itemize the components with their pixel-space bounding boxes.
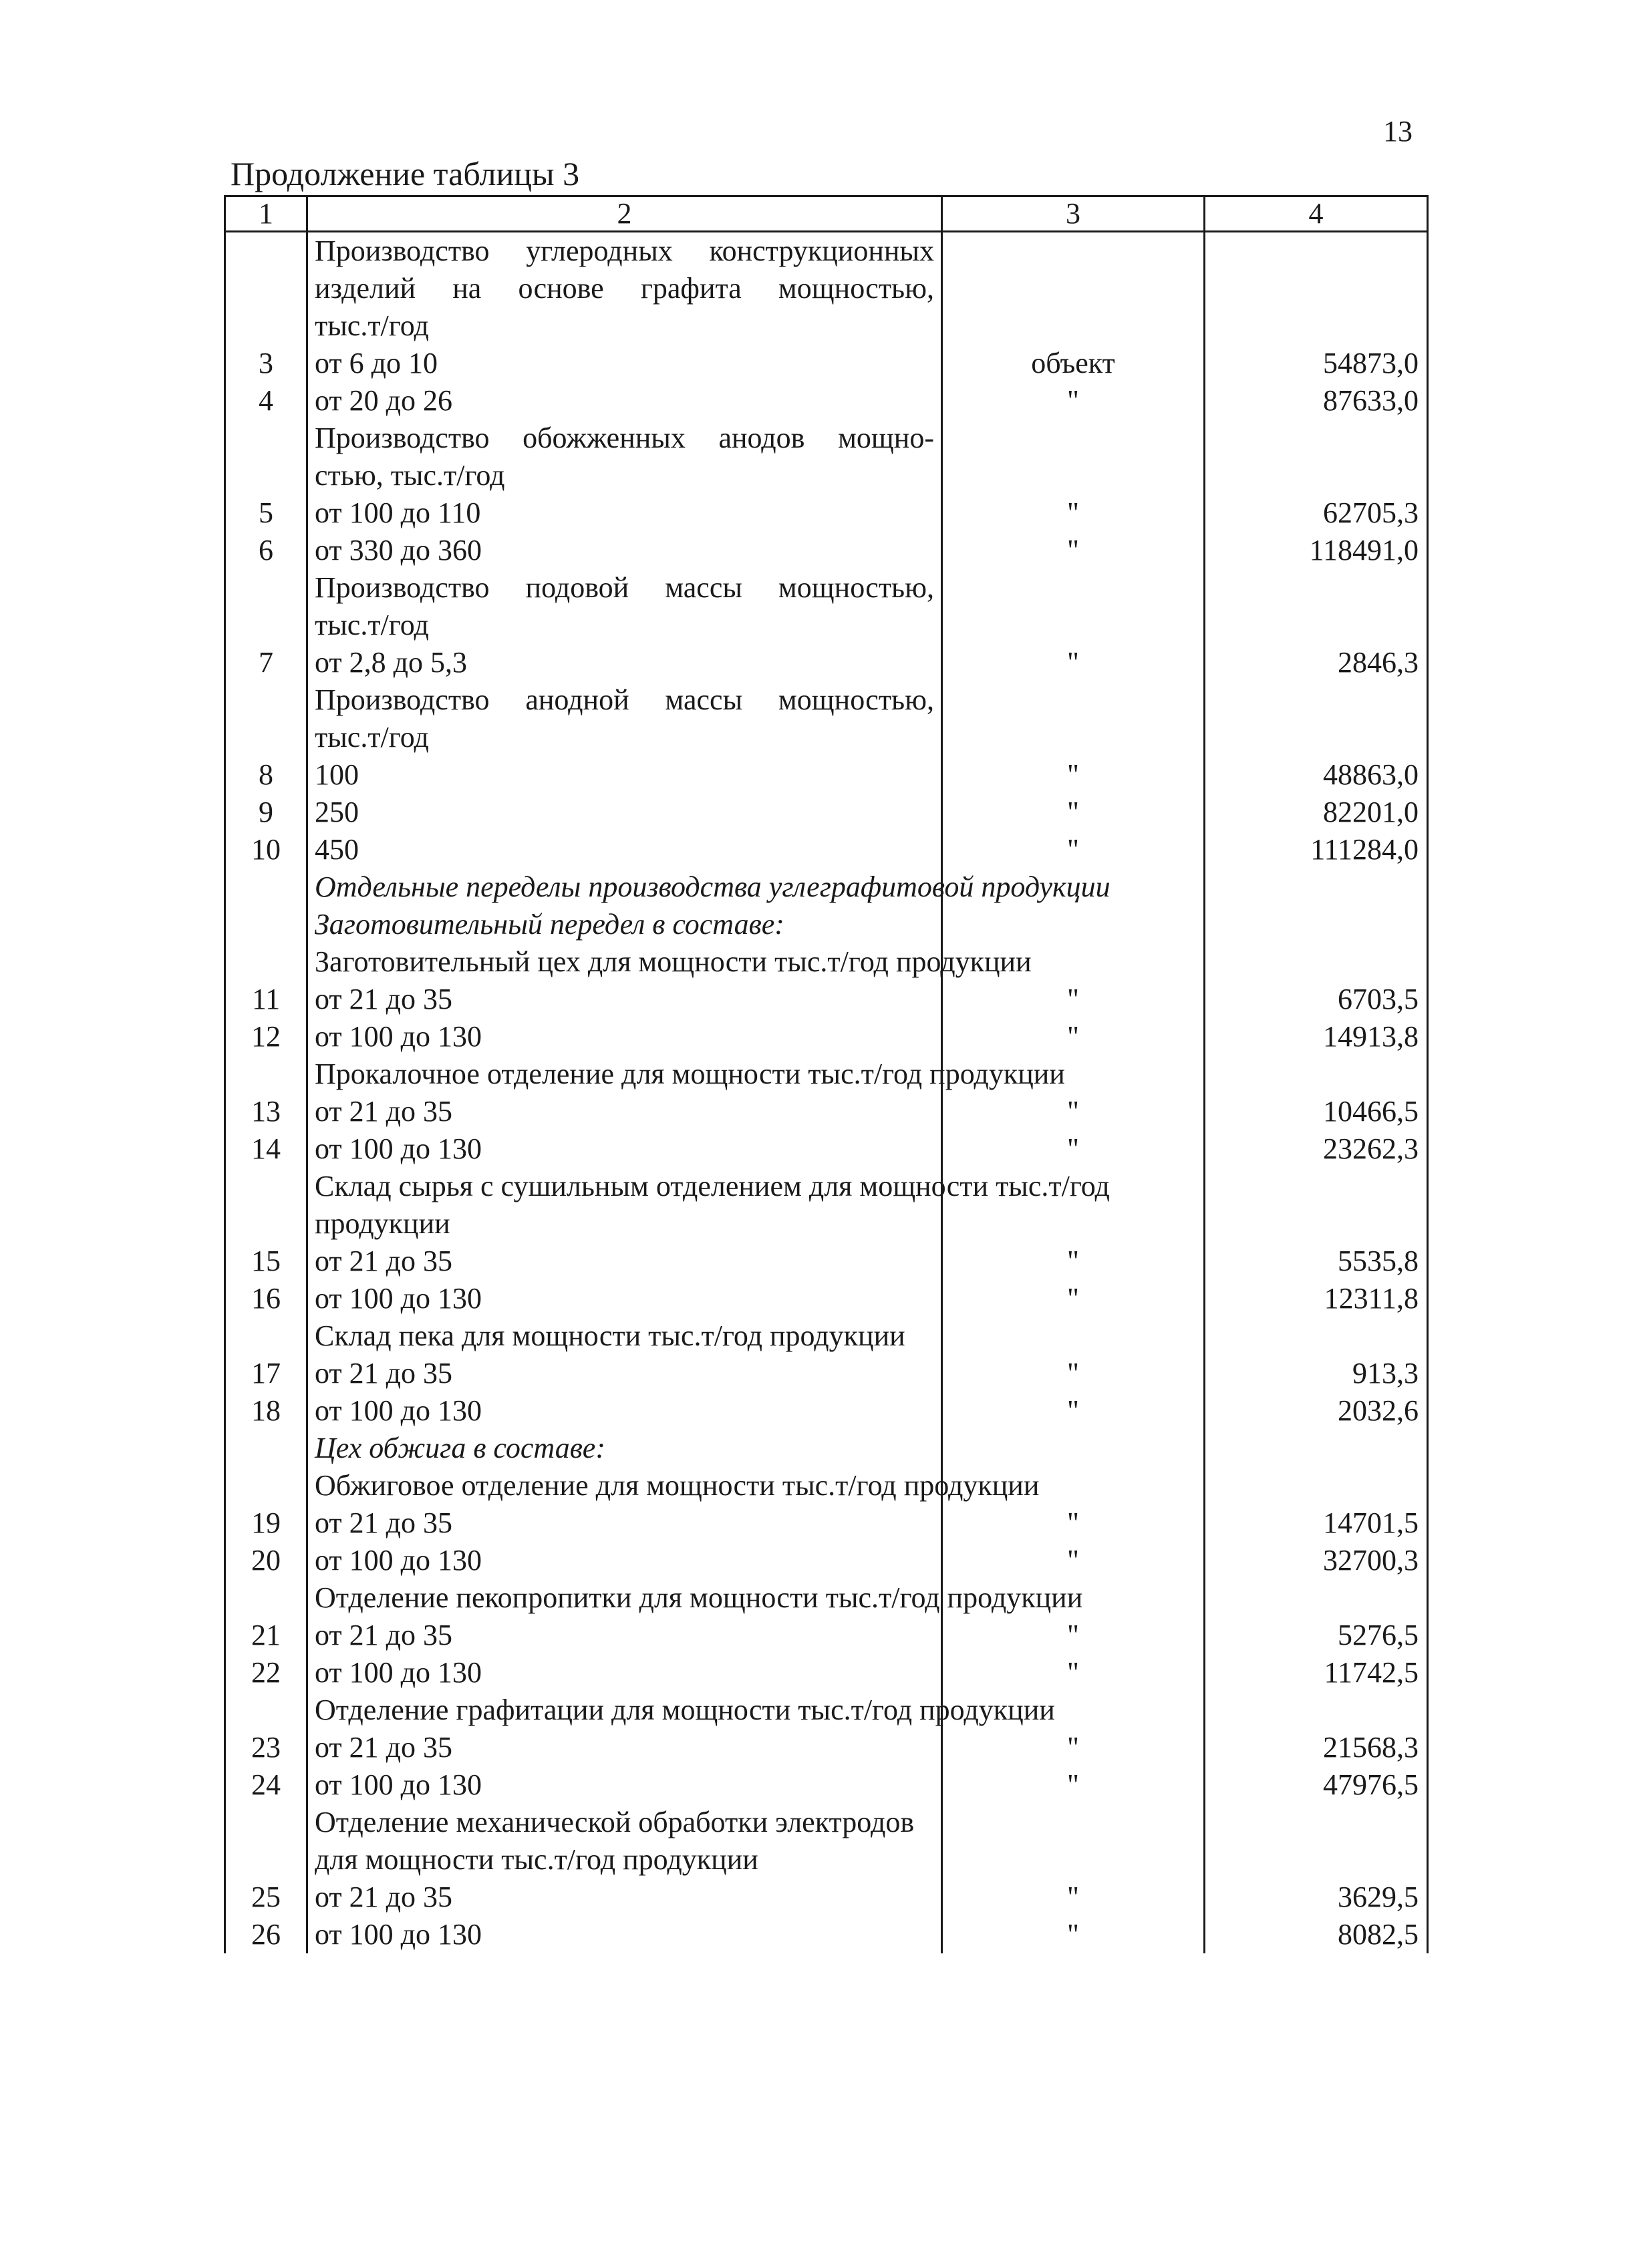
description-cell: от 21 до 35	[307, 1093, 942, 1130]
column-header-3: 3	[942, 196, 1205, 232]
description-cell: от 100 до 130	[307, 1766, 942, 1804]
description-cell: Склад пека для мощности тыс.т/год продукции	[307, 1317, 942, 1355]
description-cell: от 330 до 360	[307, 532, 942, 569]
price-cell: 47976,5	[1205, 1766, 1428, 1804]
unit-cell: "	[942, 1392, 1205, 1430]
price-cell	[1205, 1804, 1428, 1841]
row-number-cell	[225, 607, 307, 644]
unit-cell: "	[942, 981, 1205, 1018]
unit-cell: "	[942, 756, 1205, 794]
table-row	[225, 1504, 1428, 1542]
description-cell: Производство обожженных анодов мощно-	[307, 420, 942, 457]
description-cell: от 6 до 10	[307, 345, 942, 382]
row-number-cell	[225, 719, 307, 756]
price-cell	[1205, 1317, 1428, 1355]
price-cell	[1205, 270, 1428, 307]
row-number-cell	[225, 1579, 307, 1617]
table-row	[225, 1355, 1428, 1392]
unit-cell	[942, 906, 1205, 943]
unit-cell	[942, 1430, 1205, 1467]
row-number-cell: 25	[225, 1879, 307, 1916]
row-number-cell: 7	[225, 644, 307, 681]
description-cell: Производство подовой массы мощностью,	[307, 569, 942, 607]
price-cell: 62705,3	[1205, 494, 1428, 532]
unit-cell: "	[942, 382, 1205, 420]
price-cell	[1205, 1205, 1428, 1243]
table-row	[225, 532, 1428, 569]
table-row	[225, 1766, 1428, 1804]
row-number-cell: 13	[225, 1093, 307, 1130]
row-number-cell: 19	[225, 1504, 307, 1542]
row-number-cell: 12	[225, 1018, 307, 1056]
column-header-1: 1	[225, 196, 307, 232]
price-cell: 5535,8	[1205, 1243, 1428, 1280]
row-number-cell: 18	[225, 1392, 307, 1430]
unit-cell: "	[942, 1280, 1205, 1317]
row-number-cell	[225, 270, 307, 307]
unit-cell: "	[942, 1243, 1205, 1280]
price-cell	[1205, 1430, 1428, 1467]
row-number-cell: 9	[225, 794, 307, 831]
unit-cell	[942, 1205, 1205, 1243]
table-row	[225, 382, 1428, 420]
row-number-cell: 10	[225, 831, 307, 868]
row-number-cell: 14	[225, 1130, 307, 1168]
unit-cell: "	[942, 1729, 1205, 1766]
table-row	[225, 1317, 1428, 1355]
description-cell: от 21 до 35	[307, 1243, 942, 1280]
row-number-cell	[225, 1168, 307, 1205]
table-row	[225, 1804, 1428, 1841]
price-cell: 6703,5	[1205, 981, 1428, 1018]
price-cell: 23262,3	[1205, 1130, 1428, 1168]
price-cell: 8082,5	[1205, 1916, 1428, 1953]
price-cell: 111284,0	[1205, 831, 1428, 868]
row-number-cell	[225, 1691, 307, 1729]
price-cell: 21568,3	[1205, 1729, 1428, 1766]
row-number-cell: 11	[225, 981, 307, 1018]
price-cell: 2032,6	[1205, 1392, 1428, 1430]
price-cell	[1205, 1841, 1428, 1879]
price-cell	[1205, 1056, 1428, 1093]
description-cell: 100	[307, 756, 942, 794]
description-cell: от 100 до 130	[307, 1916, 942, 1953]
price-cell: 14701,5	[1205, 1504, 1428, 1542]
description-cell: стью, тыс.т/год	[307, 457, 942, 494]
price-cell: 48863,0	[1205, 756, 1428, 794]
description-cell: 450	[307, 831, 942, 868]
price-cell	[1205, 1467, 1428, 1504]
row-number-cell: 20	[225, 1542, 307, 1579]
table-row	[225, 607, 1428, 644]
unit-cell: "	[942, 1542, 1205, 1579]
description-cell: тыс.т/год	[307, 607, 942, 644]
description-cell: 250	[307, 794, 942, 831]
unit-cell	[942, 719, 1205, 756]
description-cell: от 100 до 130	[307, 1130, 942, 1168]
row-number-cell: 6	[225, 532, 307, 569]
table-row	[225, 569, 1428, 607]
page-number: 13	[1383, 115, 1413, 148]
price-cell: 12311,8	[1205, 1280, 1428, 1317]
row-number-cell: 15	[225, 1243, 307, 1280]
row-number-cell: 5	[225, 494, 307, 532]
row-number-cell: 24	[225, 1766, 307, 1804]
table-row	[225, 943, 1428, 981]
price-cell	[1205, 420, 1428, 457]
row-number-cell: 22	[225, 1654, 307, 1691]
unit-cell	[942, 607, 1205, 644]
table-row	[225, 1243, 1428, 1280]
table-header-row	[225, 196, 1428, 232]
row-number-cell	[225, 1467, 307, 1504]
table-row	[225, 307, 1428, 345]
table-row	[225, 644, 1428, 681]
unit-cell: объект	[942, 345, 1205, 382]
price-cell	[1205, 906, 1428, 943]
description-cell: от 100 до 130	[307, 1018, 942, 1056]
unit-cell	[942, 232, 1205, 271]
table-row	[225, 457, 1428, 494]
table-row	[225, 494, 1428, 532]
description-cell: от 100 до 130	[307, 1542, 942, 1579]
description-cell: от 21 до 35	[307, 1504, 942, 1542]
description-cell: Склад сырья с сушильным отделением для мощности тыс.т/год	[307, 1168, 942, 1205]
price-cell: 82201,0	[1205, 794, 1428, 831]
price-cell	[1205, 681, 1428, 719]
unit-cell: "	[942, 644, 1205, 681]
table-row	[225, 868, 1428, 906]
unit-cell	[942, 1841, 1205, 1879]
table-row	[225, 981, 1428, 1018]
row-number-cell	[225, 420, 307, 457]
row-number-cell	[225, 307, 307, 345]
price-cell: 2846,3	[1205, 644, 1428, 681]
price-cell: 913,3	[1205, 1355, 1428, 1392]
table-row	[225, 1467, 1428, 1504]
unit-cell: "	[942, 794, 1205, 831]
row-number-cell	[225, 1804, 307, 1841]
table-row	[225, 1392, 1428, 1430]
row-number-cell: 4	[225, 382, 307, 420]
description-cell: Отделение графитации для мощности тыс.т/год продукции	[307, 1691, 942, 1729]
description-cell: от 2,8 до 5,3	[307, 644, 942, 681]
table-row	[225, 1841, 1428, 1879]
price-cell	[1205, 1168, 1428, 1205]
price-cell	[1205, 943, 1428, 981]
description-cell: Производство углеродных конструкционных	[307, 232, 942, 271]
table-row	[225, 1168, 1428, 1205]
unit-cell: "	[942, 1879, 1205, 1916]
price-cell: 32700,3	[1205, 1542, 1428, 1579]
description-cell: Заготовительный цех для мощности тыс.т/год продукции	[307, 943, 942, 981]
row-number-cell: 21	[225, 1617, 307, 1654]
price-cell: 87633,0	[1205, 382, 1428, 420]
table-row	[225, 1018, 1428, 1056]
row-number-cell: 8	[225, 756, 307, 794]
description-cell: для мощности тыс.т/год продукции	[307, 1841, 942, 1879]
row-number-cell	[225, 457, 307, 494]
unit-cell	[942, 681, 1205, 719]
price-cell: 5276,5	[1205, 1617, 1428, 1654]
row-number-cell	[225, 1841, 307, 1879]
row-number-cell	[225, 1430, 307, 1467]
price-cell: 3629,5	[1205, 1879, 1428, 1916]
table-row	[225, 906, 1428, 943]
price-cell: 10466,5	[1205, 1093, 1428, 1130]
price-cell	[1205, 719, 1428, 756]
table-row	[225, 831, 1428, 868]
description-cell: Обжиговое отделение для мощности тыс.т/год продукции	[307, 1467, 942, 1504]
description-cell: от 100 до 130	[307, 1392, 942, 1430]
description-cell: Отделение механической обработки электродов	[307, 1804, 942, 1841]
description-cell: от 21 до 35	[307, 981, 942, 1018]
unit-cell: "	[942, 494, 1205, 532]
price-cell	[1205, 232, 1428, 271]
table-row	[225, 1579, 1428, 1617]
unit-cell: "	[942, 1355, 1205, 1392]
table-row	[225, 1056, 1428, 1093]
description-cell: от 100 до 130	[307, 1654, 942, 1691]
price-cell	[1205, 1691, 1428, 1729]
unit-cell: "	[942, 1766, 1205, 1804]
row-number-cell	[225, 681, 307, 719]
unit-cell	[942, 307, 1205, 345]
row-number-cell	[225, 868, 307, 906]
table-row	[225, 681, 1428, 719]
unit-cell	[942, 420, 1205, 457]
table-row	[225, 1430, 1428, 1467]
description-cell: Отделение пекопропитки для мощности тыс.т/год продукции	[307, 1579, 942, 1617]
unit-cell: "	[942, 532, 1205, 569]
row-number-cell	[225, 232, 307, 271]
row-number-cell: 26	[225, 1916, 307, 1953]
table-row	[225, 232, 1428, 271]
table-row	[225, 794, 1428, 831]
description-cell: от 21 до 35	[307, 1729, 942, 1766]
description-cell: Производство анодной массы мощностью,	[307, 681, 942, 719]
row-number-cell	[225, 1317, 307, 1355]
unit-cell: "	[942, 1018, 1205, 1056]
description-cell: продукции	[307, 1205, 942, 1243]
description-cell: от 21 до 35	[307, 1879, 942, 1916]
price-cell	[1205, 868, 1428, 906]
unit-cell	[942, 1317, 1205, 1355]
table-row	[225, 1130, 1428, 1168]
description-cell: Прокалочное отделение для мощности тыс.т/год продукции	[307, 1056, 942, 1093]
price-cell	[1205, 569, 1428, 607]
unit-cell: "	[942, 1093, 1205, 1130]
column-header-4: 4	[1205, 196, 1428, 232]
table-row	[225, 1916, 1428, 1953]
unit-cell: "	[942, 831, 1205, 868]
table-row	[225, 1654, 1428, 1691]
table-row	[225, 719, 1428, 756]
description-cell: от 100 до 130	[307, 1280, 942, 1317]
description-cell: Цех обжига в составе:	[307, 1430, 942, 1467]
unit-cell: "	[942, 1130, 1205, 1168]
table-row	[225, 1729, 1428, 1766]
description-cell: Отдельные переделы производства углеграфитовой продукции	[307, 868, 942, 906]
row-number-cell: 3	[225, 345, 307, 382]
price-cell: 11742,5	[1205, 1654, 1428, 1691]
table-row	[225, 345, 1428, 382]
description-cell: от 21 до 35	[307, 1617, 942, 1654]
price-cell	[1205, 607, 1428, 644]
row-number-cell	[225, 1056, 307, 1093]
price-cell: 54873,0	[1205, 345, 1428, 382]
unit-cell	[942, 1804, 1205, 1841]
row-number-cell	[225, 1205, 307, 1243]
description-cell: от 100 до 110	[307, 494, 942, 532]
unit-cell	[942, 457, 1205, 494]
description-cell: изделий на основе графита мощностью,	[307, 270, 942, 307]
price-cell: 118491,0	[1205, 532, 1428, 569]
table-row	[225, 1280, 1428, 1317]
price-cell	[1205, 307, 1428, 345]
description-cell: тыс.т/год	[307, 307, 942, 345]
description-cell: тыс.т/год	[307, 719, 942, 756]
description-cell: Заготовительный передел в составе:	[307, 906, 942, 943]
unit-cell: "	[942, 1916, 1205, 1953]
price-cell: 14913,8	[1205, 1018, 1428, 1056]
price-table	[224, 195, 1429, 1953]
table-row	[225, 1205, 1428, 1243]
unit-cell: "	[942, 1654, 1205, 1691]
table-row	[225, 1617, 1428, 1654]
row-number-cell	[225, 943, 307, 981]
unit-cell	[942, 270, 1205, 307]
table-row	[225, 1093, 1428, 1130]
unit-cell: "	[942, 1617, 1205, 1654]
table-row	[225, 420, 1428, 457]
row-number-cell: 17	[225, 1355, 307, 1392]
unit-cell	[942, 569, 1205, 607]
row-number-cell: 23	[225, 1729, 307, 1766]
table-caption: Продолжение таблицы 3	[231, 155, 580, 192]
description-cell: от 20 до 26	[307, 382, 942, 420]
table-row	[225, 1879, 1428, 1916]
row-number-cell: 16	[225, 1280, 307, 1317]
table-body	[225, 232, 1428, 1954]
unit-cell: "	[942, 1504, 1205, 1542]
table-row	[225, 270, 1428, 307]
table-row	[225, 1691, 1428, 1729]
row-number-cell	[225, 569, 307, 607]
price-cell	[1205, 457, 1428, 494]
table-row	[225, 756, 1428, 794]
price-cell	[1205, 1579, 1428, 1617]
row-number-cell	[225, 906, 307, 943]
column-header-2: 2	[307, 196, 942, 232]
description-cell: от 21 до 35	[307, 1355, 942, 1392]
table-row	[225, 1542, 1428, 1579]
